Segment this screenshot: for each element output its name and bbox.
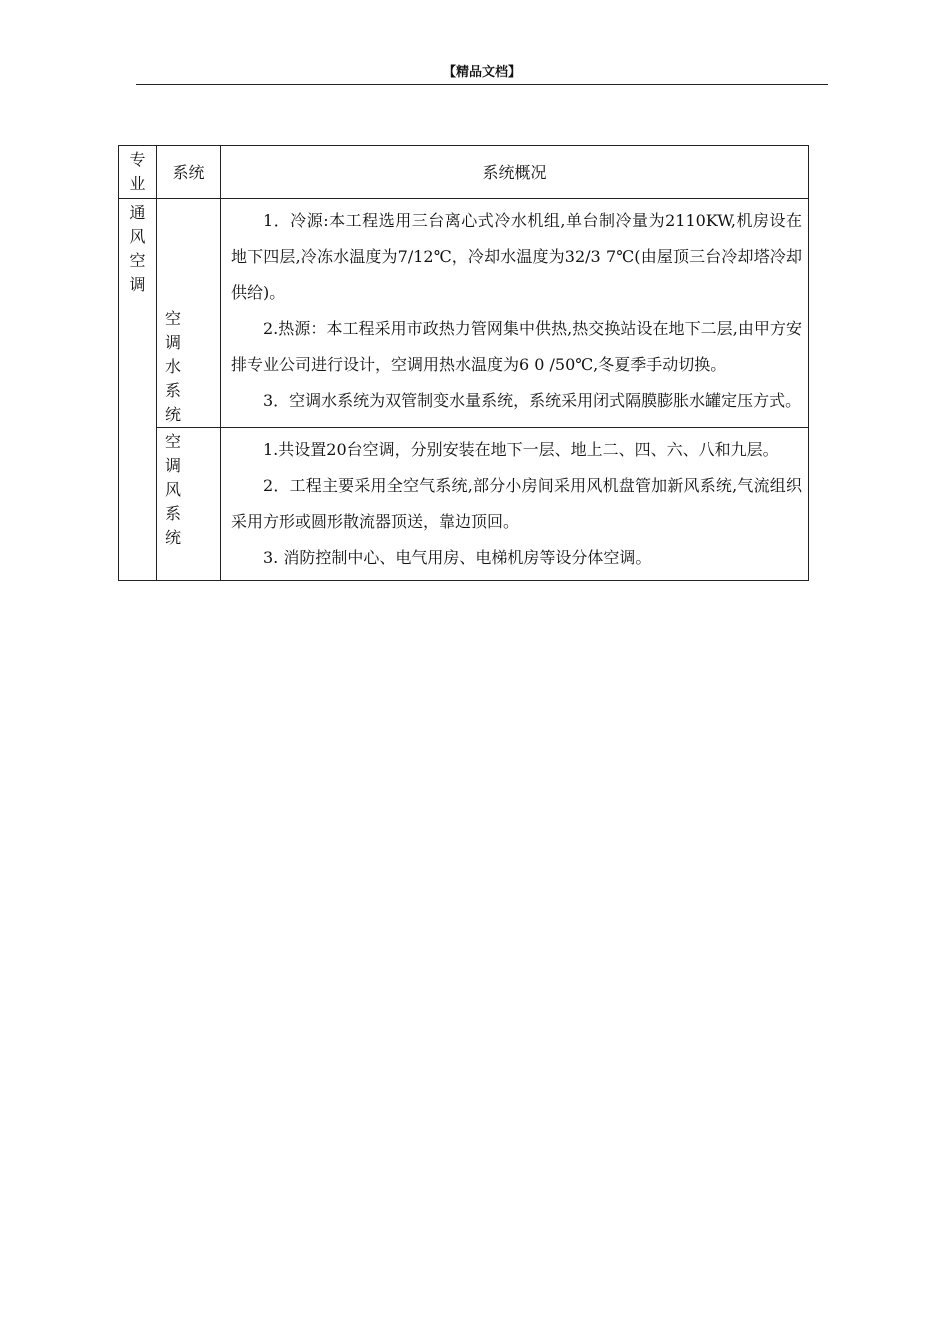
system-name-line: 统 bbox=[165, 528, 194, 547]
system-name-line: 统 bbox=[165, 405, 194, 424]
category-char: 通 bbox=[129, 203, 146, 222]
category-char: 调 bbox=[129, 275, 146, 294]
table-row bbox=[119, 428, 809, 581]
system-description-air bbox=[221, 428, 809, 581]
page-header: 【精品文档】 bbox=[136, 64, 828, 85]
category-char: 空 bbox=[129, 251, 146, 270]
description-paragraph: 3．空调水系统为双管制变水量系统，系统采用闭式隔膜膨胀水罐定压方式。 bbox=[263, 391, 802, 410]
header-system: 系统 bbox=[157, 146, 221, 199]
system-description-water bbox=[221, 199, 809, 428]
table-row bbox=[119, 199, 809, 428]
description-paragraph: 1．冷源:本工程选用三台离心式冷水机组,单台制冷量为2110KW,机房设在地下四层,冷冻水温度为7/12℃，冷却水温度为32/3 7℃(由屋顶三台冷却塔冷却供给)。 bbox=[231, 211, 802, 302]
system-name-line: 空 调 bbox=[165, 432, 194, 475]
system-name-line: 水 系 bbox=[165, 357, 194, 400]
table-header-row bbox=[119, 146, 809, 199]
description-paragraph: 1.共设置20台空调，分别安装在地下一层、地上二、四、六、八和九层。 bbox=[263, 440, 779, 459]
category-cell bbox=[119, 199, 157, 581]
description-paragraph: 3. 消防控制中心、电气用房、电梯机房等设分体空调。 bbox=[263, 548, 652, 567]
system-overview-table bbox=[118, 145, 809, 581]
header-major bbox=[119, 146, 157, 199]
system-name-line: 空 调 bbox=[165, 309, 194, 352]
system-name-line: 风 系 bbox=[165, 480, 194, 523]
category-char: 风 bbox=[129, 227, 146, 246]
system-name-air bbox=[157, 428, 221, 581]
header-major-char: 专 bbox=[129, 150, 146, 169]
header-overview: 系统概况 bbox=[221, 146, 809, 199]
description-paragraph: 2．工程主要采用全空气系统,部分小房间采用风机盘管加新风系统,气流组织采用方形或圆形散流器顶送，靠边顶回。 bbox=[231, 476, 802, 531]
header-major-char: 业 bbox=[129, 174, 146, 193]
system-name-water bbox=[157, 199, 221, 428]
description-paragraph: 2.热源：本工程采用市政热力管网集中供热,热交换站设在地下二层,由甲方安排专业公司进行设计，空调用热水温度为6 0 /50℃,冬夏季手动切换。 bbox=[231, 319, 802, 374]
